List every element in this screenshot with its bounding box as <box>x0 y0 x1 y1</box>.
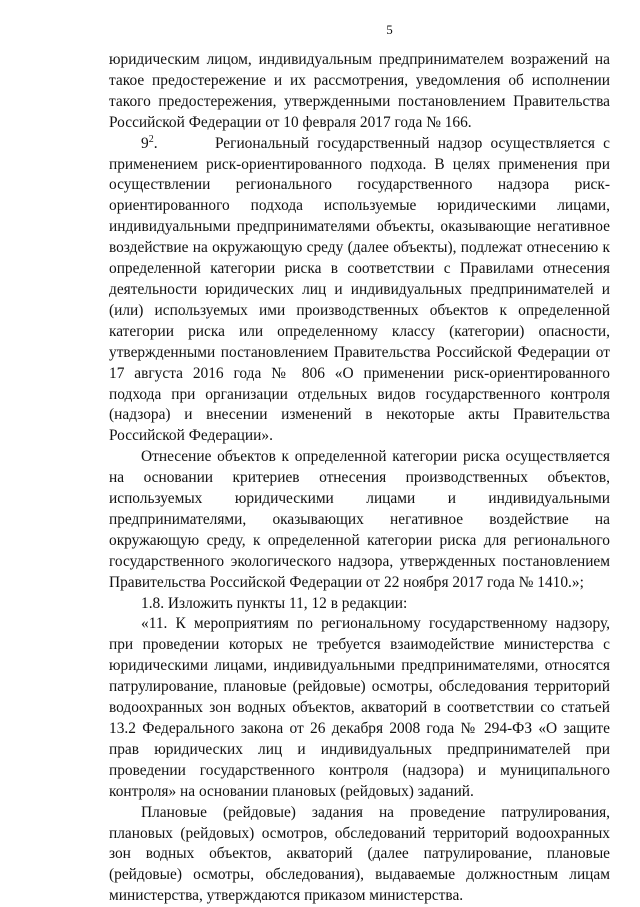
document-body <box>109 50 610 907</box>
paragraph-risk-categories: Отнесение объектов к определенной категории риска осуществляется на основании критериев отнесения производственных объектов, используемых юридическими лицами и индивидуальными предпринимателями, оказывающих негативное воздействие на окружающую среду, к определенной категории риска для регионального государственного экологического надзора, утвержденных постановлением Правительства Российской Федерации от 22 ноября 2017 года № 1410.»; <box>109 448 610 591</box>
paragraph-item-1-8: 1.8. Изложить пункты 11, 12 в редакции: <box>141 594 408 612</box>
paragraph-item-11: «11. К мероприятиям по региональному государственному надзору, при проведении которых не требуется взаимодействие министерства с юридическими лицами, индивидуальными предпринимателями, относятся патрулирование, плановые (рейдовые) осмотры, обследования территорий водоохранных зон водных объектов, акваторий в соответствии со статьей 13.2 Федерального закона от 26 декабря 2008 года № 294-ФЗ «О защите прав юридических лиц и индивидуальных предпринимателей при проведении государственного контроля (надзора) и муниципального контроля» на основании плановых (рейдовых) заданий. <box>109 615 610 800</box>
item-number: 9 <box>141 134 149 152</box>
item-number-suffix: . <box>153 134 158 152</box>
paragraph-item-9-2 <box>109 134 610 448</box>
page-number: 5 <box>386 22 393 37</box>
item-superscript: 2 <box>148 133 154 145</box>
paragraph-text: Региональный государственный надзор осуществляется с применением риск-ориентированного подхода. В целях применения при осуществлении регионального государственного надзора риск-ориентированного подхода используемые юридическими лицами, индивидуальными предпринимателями объекты, оказывающие негативное воздействие на окружающую среду (далее объекты), подлежат отнесению к определенной категории риска в соответствии с Правилами отнесения деятельности юридических лиц и индивидуальных предпринимателей и (или) используемых ими производственных объектов к определенной категории риска или определенному классу (категории) опасности, утвержденными постановлением Правительства Российской Федерации от 17 августа 2016 года № 806 «О применении риск-ориентированного подхода при организации отдельных видов государственного контроля (надзора) и внесении изменений в некоторые акты Правительства Российской Федерации». <box>109 134 611 445</box>
paragraph-continuation: юридическим лицом, индивидуальным предпринимателем возражений на такое предостережение и их рассмотрения, уведомления об исполнении такого предостережения, утвержденными постановлением Правительства Российской Федерации от 10 февраля 2017 года № 166. <box>109 51 610 131</box>
paragraph-raid-tasks: Плановые (рейдовые) задания на проведение патрулирования, плановых (рейдовых) осмотров, обследований территорий водоохранных зон водных объектов, акваторий (далее патрулирование, плановые (рейдовые) осмотры, обследования), выдаваемые должностным лицам министерства, утверждаются приказом министерства. <box>109 803 610 905</box>
